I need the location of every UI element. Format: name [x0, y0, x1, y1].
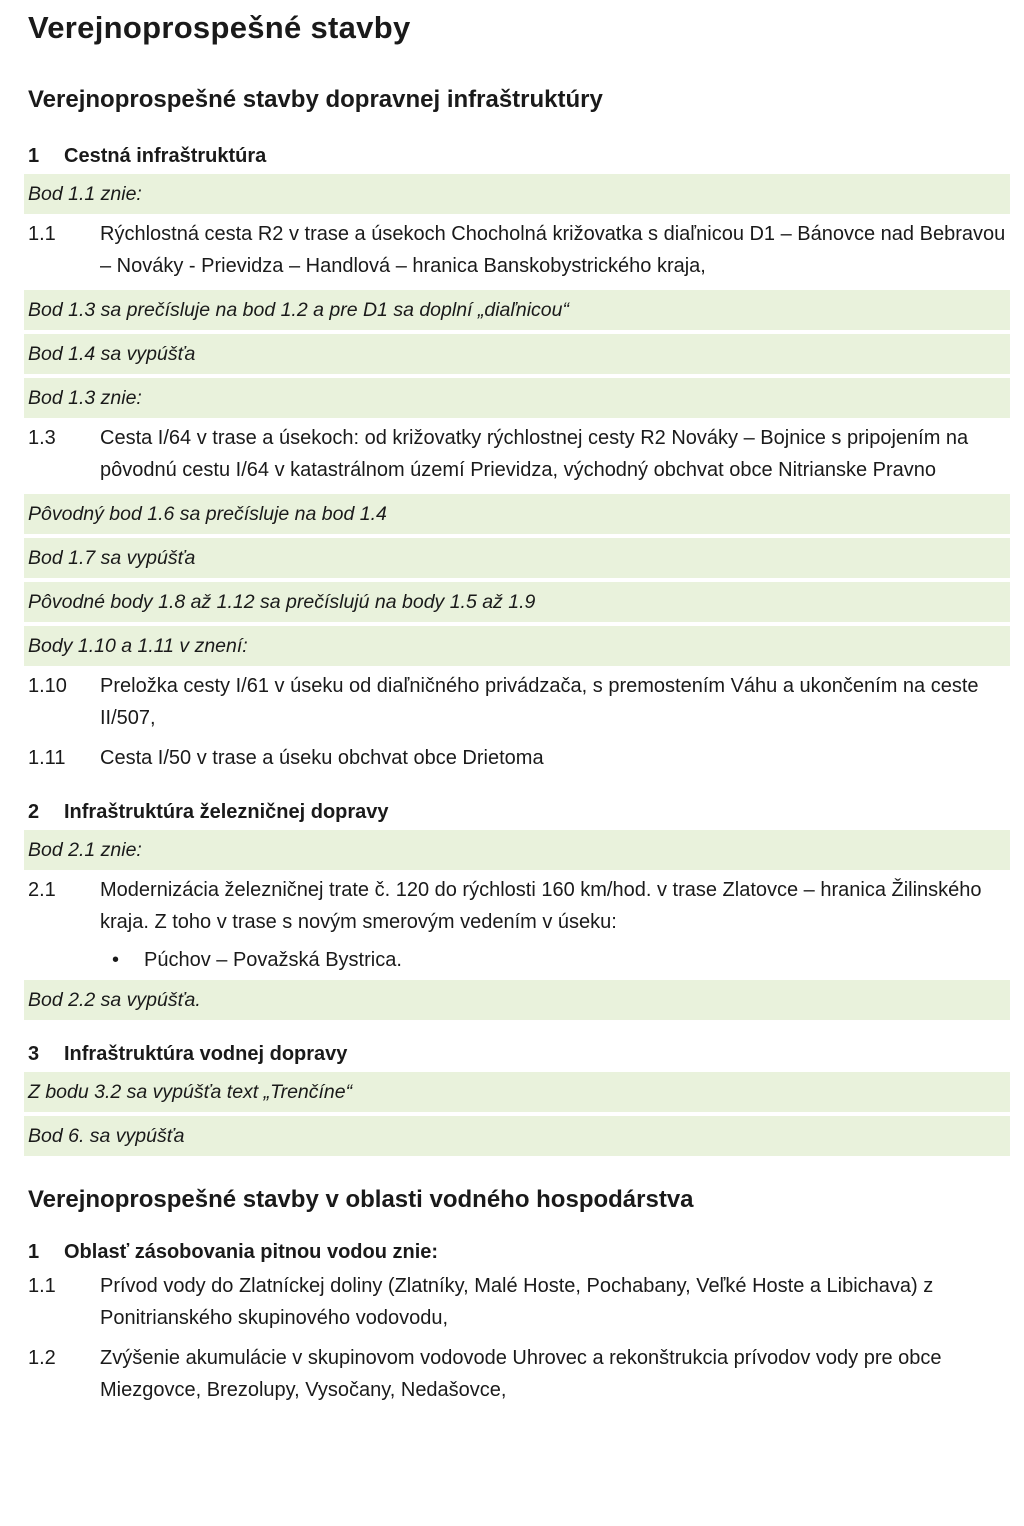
- item-number: 1.3: [28, 427, 56, 449]
- list-item: [28, 218, 1014, 286]
- item-text: Preložka cesty I/61 v úseku od diaľničného privádzača, s premostením Váhu a ukončením na ceste II/507,: [100, 675, 979, 729]
- amendment-note: Pôvodný bod 1.6 sa prečísluje na bod 1.4: [24, 494, 1010, 534]
- subsection-title: Cestná infraštruktúra: [64, 145, 267, 167]
- subsection-heading-water-transport: [28, 1040, 1014, 1068]
- amendment-note: Body 1.10 a 1.11 v znení:: [24, 626, 1010, 666]
- amendment-note: Bod 1.7 sa vypúšťa: [24, 538, 1010, 578]
- subsection-heading-road: [28, 142, 1014, 170]
- list-item: [28, 742, 1014, 778]
- subsection-title: Infraštruktúra vodnej dopravy: [64, 1043, 348, 1065]
- subsection-number: 2: [28, 801, 40, 823]
- amendment-note: Bod 1.3 znie:: [24, 378, 1010, 418]
- item-text: Zvýšenie akumulácie v skupinovom vodovode Uhrovec a rekonštrukcia prívodov vody pre obce Miezgovce, Brezolupy, Vysočany, Nedašovce,: [100, 1347, 942, 1401]
- amendment-note: Bod 1.3 sa prečísluje na bod 1.2 a pre D1 sa doplní „diaľnicou“: [24, 290, 1010, 330]
- page-title: Verejnoprospešné stavby: [28, 10, 411, 45]
- amendment-note: Bod 2.2 sa vypúšťa.: [24, 980, 1010, 1020]
- section-heading-water-management: Verejnoprospešné stavby v oblasti vodného hospodárstva: [28, 1186, 694, 1213]
- item-number: 1.10: [28, 675, 67, 697]
- subsection-number: 1: [28, 1241, 40, 1263]
- item-text: Modernizácia železničnej trate č. 120 do rýchlosti 160 km/hod. v trase Zlatovce – hranica Žilinského kraja. Z toho v trase s novým smerovým vedením v úseku:: [100, 879, 982, 933]
- item-text: Prívod vody do Zlatníckej doliny (Zlatníky, Malé Hoste, Pochabany, Veľké Hoste a Libichava) z Ponitrianského skupinového vodovodu,: [100, 1275, 934, 1329]
- item-text: Cesta I/50 v trase a úseku obchvat obce Drietoma: [100, 747, 544, 769]
- list-item: [28, 1270, 1014, 1338]
- amendment-note: Bod 2.1 znie:: [24, 830, 1010, 870]
- item-number: 1.1: [28, 223, 56, 245]
- amendment-note: Bod 6. sa vypúšťa: [24, 1116, 1010, 1156]
- subsection-heading-rail: [28, 798, 1014, 826]
- item-number: 1.1: [28, 1275, 56, 1297]
- amendment-note: Bod 1.1 znie:: [24, 174, 1010, 214]
- list-item: [28, 422, 1014, 490]
- subsection-title: Oblasť zásobovania pitnou vodou znie:: [64, 1241, 439, 1263]
- subsection-number: 3: [28, 1043, 40, 1065]
- section-heading-transport: Verejnoprospešné stavby dopravnej infraštruktúry: [28, 86, 603, 113]
- subsection-heading-water-supply: [28, 1238, 1014, 1266]
- bullet-dot: •: [112, 949, 120, 971]
- item-number: 2.1: [28, 879, 56, 901]
- amendment-note: Z bodu 3.2 sa vypúšťa text „Trenčíne“: [24, 1072, 1010, 1112]
- amendment-note: Pôvodné body 1.8 až 1.12 sa prečíslujú na body 1.5 až 1.9: [24, 582, 1010, 622]
- list-item: [28, 1342, 1014, 1410]
- subsection-number: 1: [28, 145, 40, 167]
- bullet-item: [112, 944, 1014, 976]
- list-item: [28, 874, 1014, 942]
- item-text: Rýchlostná cesta R2 v trase a úsekoch Chocholná križovatka s diaľnicou D1 – Bánovce nad Bebravou – Nováky - Prievidza – Handlová – hranica Banskobystrického kraja,: [100, 223, 1006, 277]
- item-number: 1.11: [28, 747, 66, 769]
- item-number: 1.2: [28, 1347, 56, 1369]
- bullet-text: Púchov – Považská Bystrica.: [144, 949, 402, 971]
- subsection-title: Infraštruktúra železničnej dopravy: [64, 801, 389, 823]
- amendment-note: Bod 1.4 sa vypúšťa: [24, 334, 1010, 374]
- item-text: Cesta I/64 v trase a úsekoch: od križovatky rýchlostnej cesty R2 Nováky – Bojnice s pripojením na pôvodnú cestu I/64 v katastrálnom území Prievidza, východný obchvat obce Nitrianske Pravno: [100, 427, 969, 481]
- list-item: [28, 670, 1014, 738]
